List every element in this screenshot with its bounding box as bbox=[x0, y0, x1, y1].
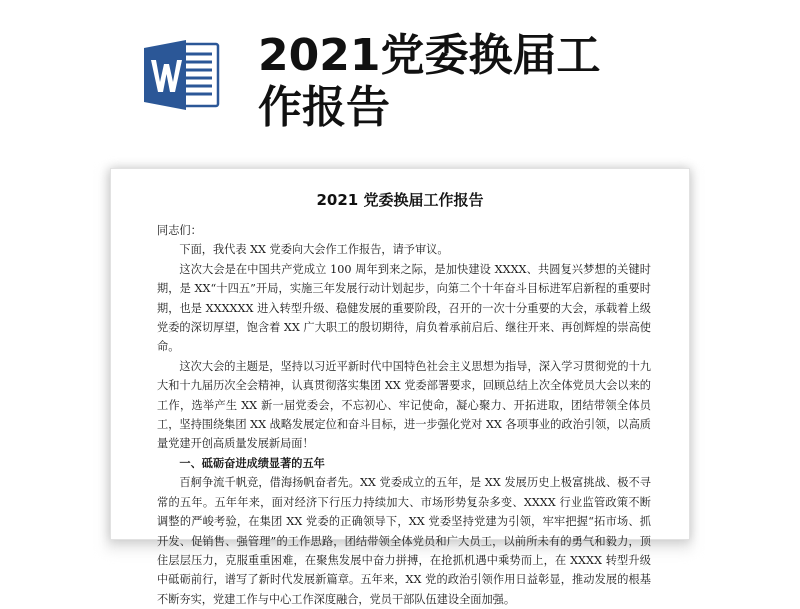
paragraph: 这次大会的主题是，坚持以习近平新时代中国特色社会主义思想为指导，深入学习贯彻党的十九大和十九届历次全会精神，认真贯彻落实集团 XX 党委部署要求，回顾总结上次全体党员大会以来的工作，选举产生 XX 新一届党委会，不忘初心、牢记使命，凝心聚力、开拓进取，团结带领全体员工，坚持围绕集团 XX 战略发展定位和奋斗目标，进一步强化党对 XX 各项事业的政治引领，以高质量党建开创高质量发展新局面！ bbox=[157, 359, 651, 451]
salutation: 同志们： bbox=[157, 224, 202, 237]
paragraph: 下面，我代表 XX 党委向大会作工作报告，请予审议。 bbox=[179, 243, 449, 257]
header bbox=[0, 0, 800, 160]
word-document-icon bbox=[142, 38, 224, 112]
section-paragraph: 百舸争流千帆竞，借海扬帆奋者先。XX 党委成立的五年，是 XX 发展历史上极富挑战、极不寻常的五年。五年年来，面对经济下行压力持续加大、市场形势复杂多变、XXXX 行业监管政策不断调整的严峻考验，在集团 XX 党委的正确领导下，XX 党委坚持党建为引领，牢牢把握“拓市场、抓开发、促销售、强管理”的工作思路，团结带领全体党员和广大员工，以前所未有的勇气和毅力，顶住层层压力，克服重重困难，在聚焦发展中奋力拼搏，在抢抓机遇中乘势而上，在 XXXX 转型升级中砥砺前行，谱写了新时代发展新篇章。五年来，XX 党的政治引领作用日益彰显，推动发展的根基不断夯实，党建工作与中心工作深度融合，党员干部队伍建设全面加强。 bbox=[157, 476, 651, 606]
paragraph: 这次大会是在中国共产党成立 100 周年到来之际，是加快建设 XXXX、共圆复兴梦想的关键时期，是 XX“十四五”开局，实施三年发展行动计划起步，向第二个十年奋斗目标进军启新程的重要时期，也是 XXXXXX 进入转型升级、稳健发展的重要阶段，召开的一次十分重要的大会，承载着上级党委的深切厚望，饱含着 XX 广大职工的殷切期待，肩负着承前启后、继往开来、再创辉煌的崇高使命。 bbox=[157, 262, 651, 354]
document-heading: 2021 党委换届工作报告 bbox=[316, 191, 484, 209]
document-body bbox=[157, 221, 651, 609]
document-page bbox=[110, 168, 690, 606]
page-title: 2021党委换届工作报告 bbox=[258, 30, 601, 133]
section-title: 一、砥砺奋进成绩显著的五年 bbox=[179, 455, 325, 470]
